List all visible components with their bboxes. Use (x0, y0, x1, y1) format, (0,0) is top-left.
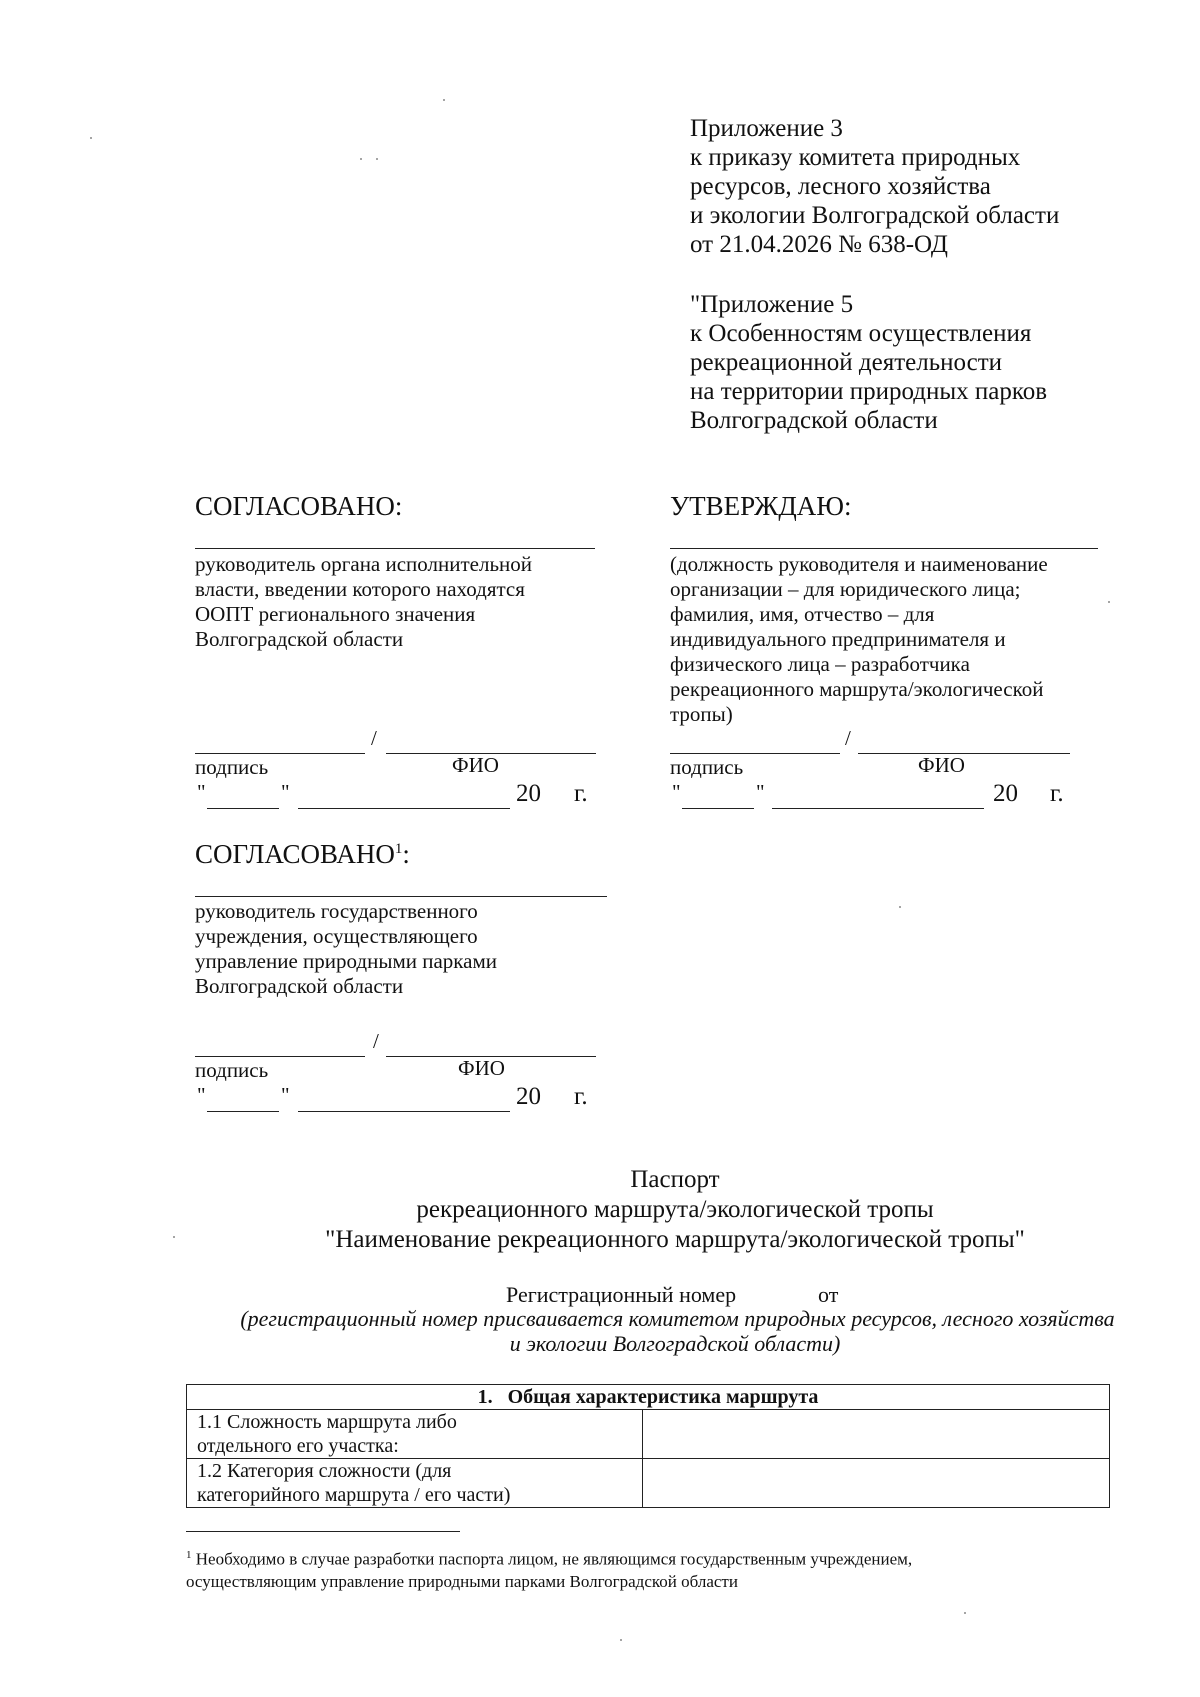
approval-second-rule (195, 896, 607, 897)
date-year-prefix: 20 (993, 780, 1018, 807)
desc-line: руководитель органа исполнительной (195, 552, 533, 576)
approval-left-rule (195, 548, 595, 549)
passport-title: Паспорт (630, 1166, 720, 1193)
date-year-prefix: 20 (516, 1083, 541, 1110)
table-row (187, 1459, 1110, 1508)
date-quote-close: " (756, 780, 765, 804)
row-label-line: 1.2 Категория сложности (для (197, 1460, 452, 1482)
date-day-line (207, 1111, 279, 1112)
section-number: 1. (477, 1386, 493, 1408)
appendix-line: ресурсов, лесного хозяйства (690, 173, 991, 200)
scan-speck (443, 99, 445, 101)
registration-from-label: от (818, 1282, 839, 1307)
desc-line: власти, введении которого находятся (195, 577, 525, 601)
date-quote-open: " (197, 780, 206, 804)
footnote (186, 1544, 912, 1593)
row-label-line: категорийного маршрута / его части) (197, 1484, 511, 1506)
desc-line: управление природными парками (195, 949, 498, 973)
approval-second-desc (195, 899, 497, 999)
date-day-line (207, 808, 279, 809)
signature-line (670, 753, 840, 754)
desc-line: фамилия, имя, отчество – для (670, 602, 935, 626)
row-value-cell[interactable] (643, 1459, 1110, 1508)
fio-label: ФИО (452, 753, 499, 777)
desc-line: ООПТ регионального значения (195, 602, 476, 626)
route-characteristics-table (186, 1384, 1110, 1508)
approval-left-title: СОГЛАСОВАНО: (195, 491, 403, 521)
date-year-suffix: г. (1050, 780, 1064, 807)
slash-separator: / (371, 726, 377, 750)
approval-left-desc (195, 552, 532, 652)
approval-right-rule (670, 548, 1098, 549)
date-month-line (298, 808, 510, 809)
appendix-line: Приложение 3 (690, 115, 843, 142)
footnote-separator (186, 1531, 460, 1532)
desc-line: руководитель государственного (195, 899, 478, 923)
signature-label: подпись (670, 755, 744, 779)
approval-second-title-text: СОГЛАСОВАНО (195, 839, 395, 869)
table-header-row (187, 1385, 1110, 1410)
signature-label: подпись (195, 1058, 269, 1082)
row-label (187, 1459, 643, 1508)
registration-note-cont: и экологии Волгоградской области) (509, 1331, 841, 1356)
desc-line: Волгоградской области (195, 627, 404, 651)
approval-right-desc (670, 552, 1048, 727)
date-year-prefix: 20 (516, 780, 541, 807)
registration-number-label: Регистрационный номер (506, 1282, 737, 1307)
scan-speck (1108, 601, 1110, 603)
desc-line: учреждения, осуществляющего (195, 924, 478, 948)
desc-line: организации – для юридического лица; (670, 577, 1021, 601)
date-month-line (772, 808, 984, 809)
desc-line: Волгоградской области (195, 974, 404, 998)
date-year-suffix: г. (574, 780, 588, 807)
signature-label: подпись (195, 755, 269, 779)
desc-line: тропы) (670, 702, 733, 726)
registration-note: (регистрационный номер присваивается комитетом природных ресурсов, лесного хозяйства (240, 1306, 1115, 1331)
row-value-cell[interactable] (643, 1410, 1110, 1459)
appendix-line: и экологии Волгоградской области (690, 202, 1060, 229)
fio-label: ФИО (458, 1056, 505, 1080)
approval-second-title (195, 838, 410, 870)
signature-line (195, 753, 365, 754)
desc-line: (должность руководителя и наименование (670, 552, 1048, 576)
approval-second-title-colon: : (402, 839, 410, 869)
appendix-order-date: от 21.04.2026 № 638-ОД (690, 231, 948, 258)
appendix-quote-header (690, 290, 1047, 435)
scan-speck (620, 1639, 622, 1641)
slash-separator: / (373, 1029, 379, 1053)
table-row (187, 1410, 1110, 1459)
appendix-quote-line: рекреационной деятельности (690, 349, 1002, 376)
approval-right-title: УТВЕРЖДАЮ: (670, 491, 852, 521)
footnote-text-cont: осуществляющим управление природными парками Волгоградской области (186, 1571, 738, 1591)
date-month-line (298, 1111, 510, 1112)
row-label-line: 1.1 Сложность маршрута либо (197, 1411, 457, 1433)
row-label (187, 1410, 643, 1459)
scan-speck (899, 906, 901, 908)
appendix-quote-line: "Приложение 5 (690, 291, 854, 318)
signature-line (195, 1056, 365, 1057)
footnote-text: Необходимо в случае разработки паспорта лицом, не являющимся государственным учреждением, (191, 1549, 913, 1569)
date-quote-open: " (672, 780, 681, 804)
appendix-quote-line: Волгоградской области (690, 407, 938, 434)
row-label-line: отдельного его участка: (197, 1435, 399, 1457)
footnote-mark: 1 (394, 841, 403, 857)
scan-speck (360, 158, 362, 160)
appendix-quote-line: на территории природных парков (690, 378, 1048, 405)
scan-speck (964, 1612, 966, 1614)
passport-subtitle: рекреационного маршрута/экологической тропы (416, 1196, 934, 1223)
date-year-suffix: г. (574, 1083, 588, 1110)
desc-line: индивидуального предпринимателя и (670, 627, 1006, 651)
desc-line: физического лица – разработчика (670, 652, 970, 676)
scan-speck (376, 158, 378, 160)
table-section-header (187, 1385, 1110, 1410)
appendix-header (690, 114, 1059, 259)
footnote-mark: 1 (186, 1549, 192, 1561)
date-quote-close: " (281, 1083, 290, 1107)
date-quote-close: " (281, 780, 290, 804)
fio-label: ФИО (918, 753, 965, 777)
date-quote-open: " (197, 1083, 206, 1107)
scan-speck (90, 137, 92, 139)
date-day-line (682, 808, 754, 809)
slash-separator: / (845, 726, 851, 750)
appendix-line: к приказу комитета природных (690, 144, 1021, 171)
passport-route-name: "Наименование рекреационного маршрута/экологической тропы" (325, 1226, 1025, 1253)
section-title: Общая характеристика маршрута (507, 1386, 819, 1408)
desc-line: рекреационного маршрута/экологической (670, 677, 1044, 701)
appendix-quote-line: к Особенностям осуществления (690, 320, 1032, 347)
